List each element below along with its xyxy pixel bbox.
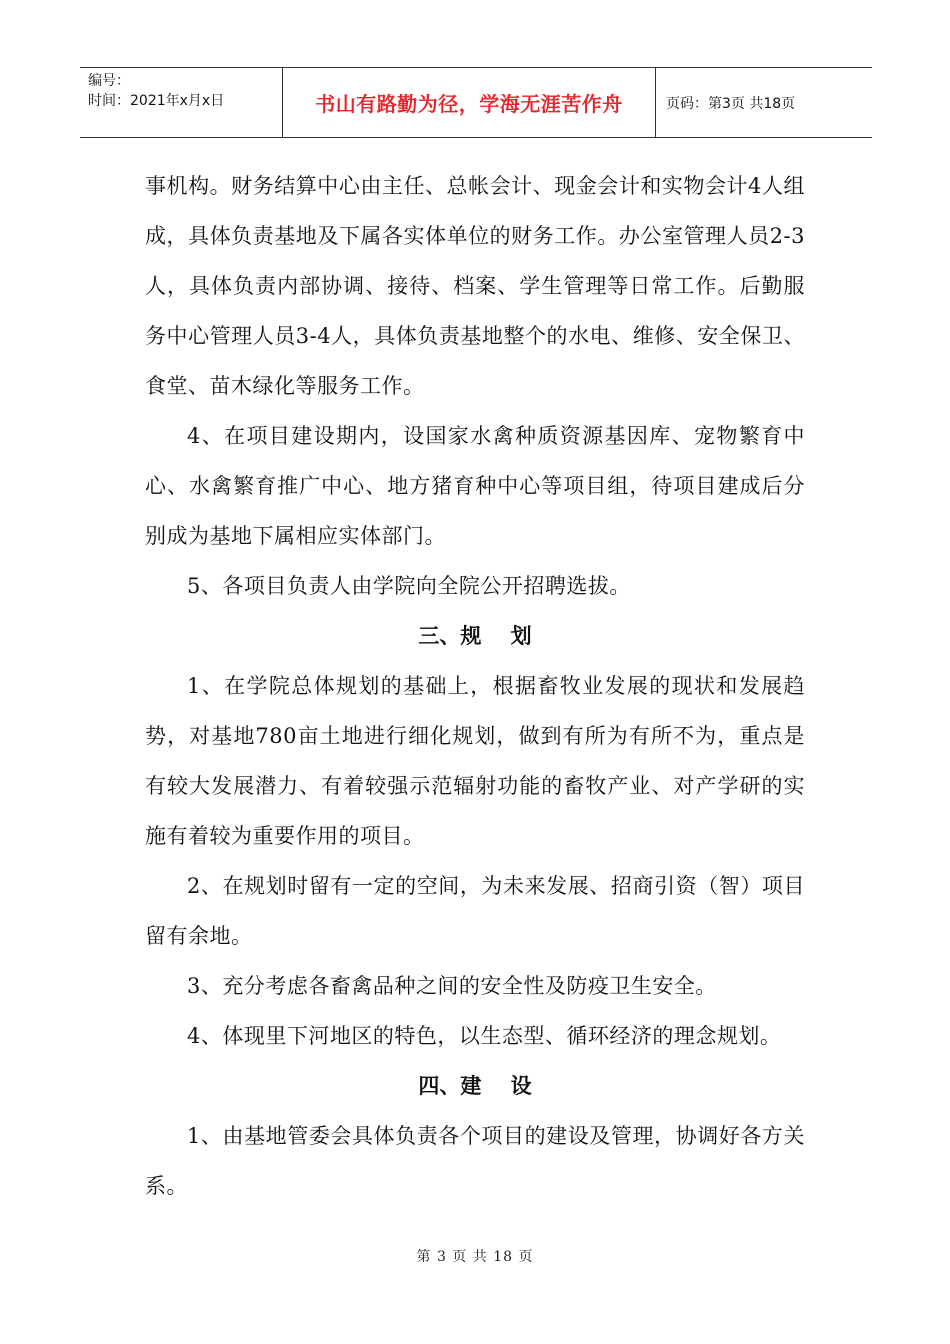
paragraph: 1、由基地管委会具体负责各个项目的建设及管理，协调好各方关系。 bbox=[145, 1124, 805, 1198]
paragraph: 5、各项目负责人由学院向全院公开招聘选拔。 bbox=[187, 574, 631, 598]
header-page-info: 页码：第3页 共18页 bbox=[666, 95, 796, 112]
document-number-label: 编号： bbox=[88, 73, 130, 89]
header-meta bbox=[80, 68, 283, 137]
paragraph: 2、在规划时留有一定的空间，为未来发展、招商引资（智）项目留有余地。 bbox=[145, 874, 805, 948]
paragraph: 3、充分考虑各畜禽品种之间的安全性及防疫卫生安全。 bbox=[187, 974, 717, 998]
document-date: 时间：2021年x月x日 bbox=[88, 93, 225, 109]
document-body bbox=[145, 161, 805, 1211]
header-motto: 书山有路勤为径，学海无涯苦作舟 bbox=[283, 68, 656, 137]
paragraph: 4、体现里下河地区的特色，以生态型、循环经济的理念规划。 bbox=[187, 1024, 782, 1048]
paragraph: 4、在项目建设期内，设国家水禽种质资源基因库、宠物繁育中心、水禽繁育推广中心、地方猪育种中心等项目组，待项目建成后分别成为基地下属相应实体部门。 bbox=[145, 424, 805, 548]
page-header bbox=[80, 67, 872, 138]
paragraph: 事机构。财务结算中心由主任、总帐会计、现金会计和实物会计4人组成，具体负责基地及下属各实体单位的财务工作。办公室管理人员2-3人，具体负责内部协调、接待、档案、学生管理等日常工作。后勤服务中心管理人员3-4人，具体负责基地整个的水电、维修、安全保卫、食堂、苗木绿化等服务工作。 bbox=[145, 174, 805, 398]
section-heading-planning: 三、规 划 bbox=[418, 624, 532, 648]
section-heading-construction: 四、建 设 bbox=[418, 1074, 532, 1098]
paragraph: 1、在学院总体规划的基础上，根据畜牧业发展的现状和发展趋势，对基地780亩土地进行细化规划，做到有所为有所不为，重点是有较大发展潜力、有着较强示范辐射功能的畜牧产业、对产学研的实施有着较为重要作用的项目。 bbox=[145, 674, 805, 848]
page-footer: 第 3 页 共 18 页 bbox=[416, 1249, 534, 1265]
